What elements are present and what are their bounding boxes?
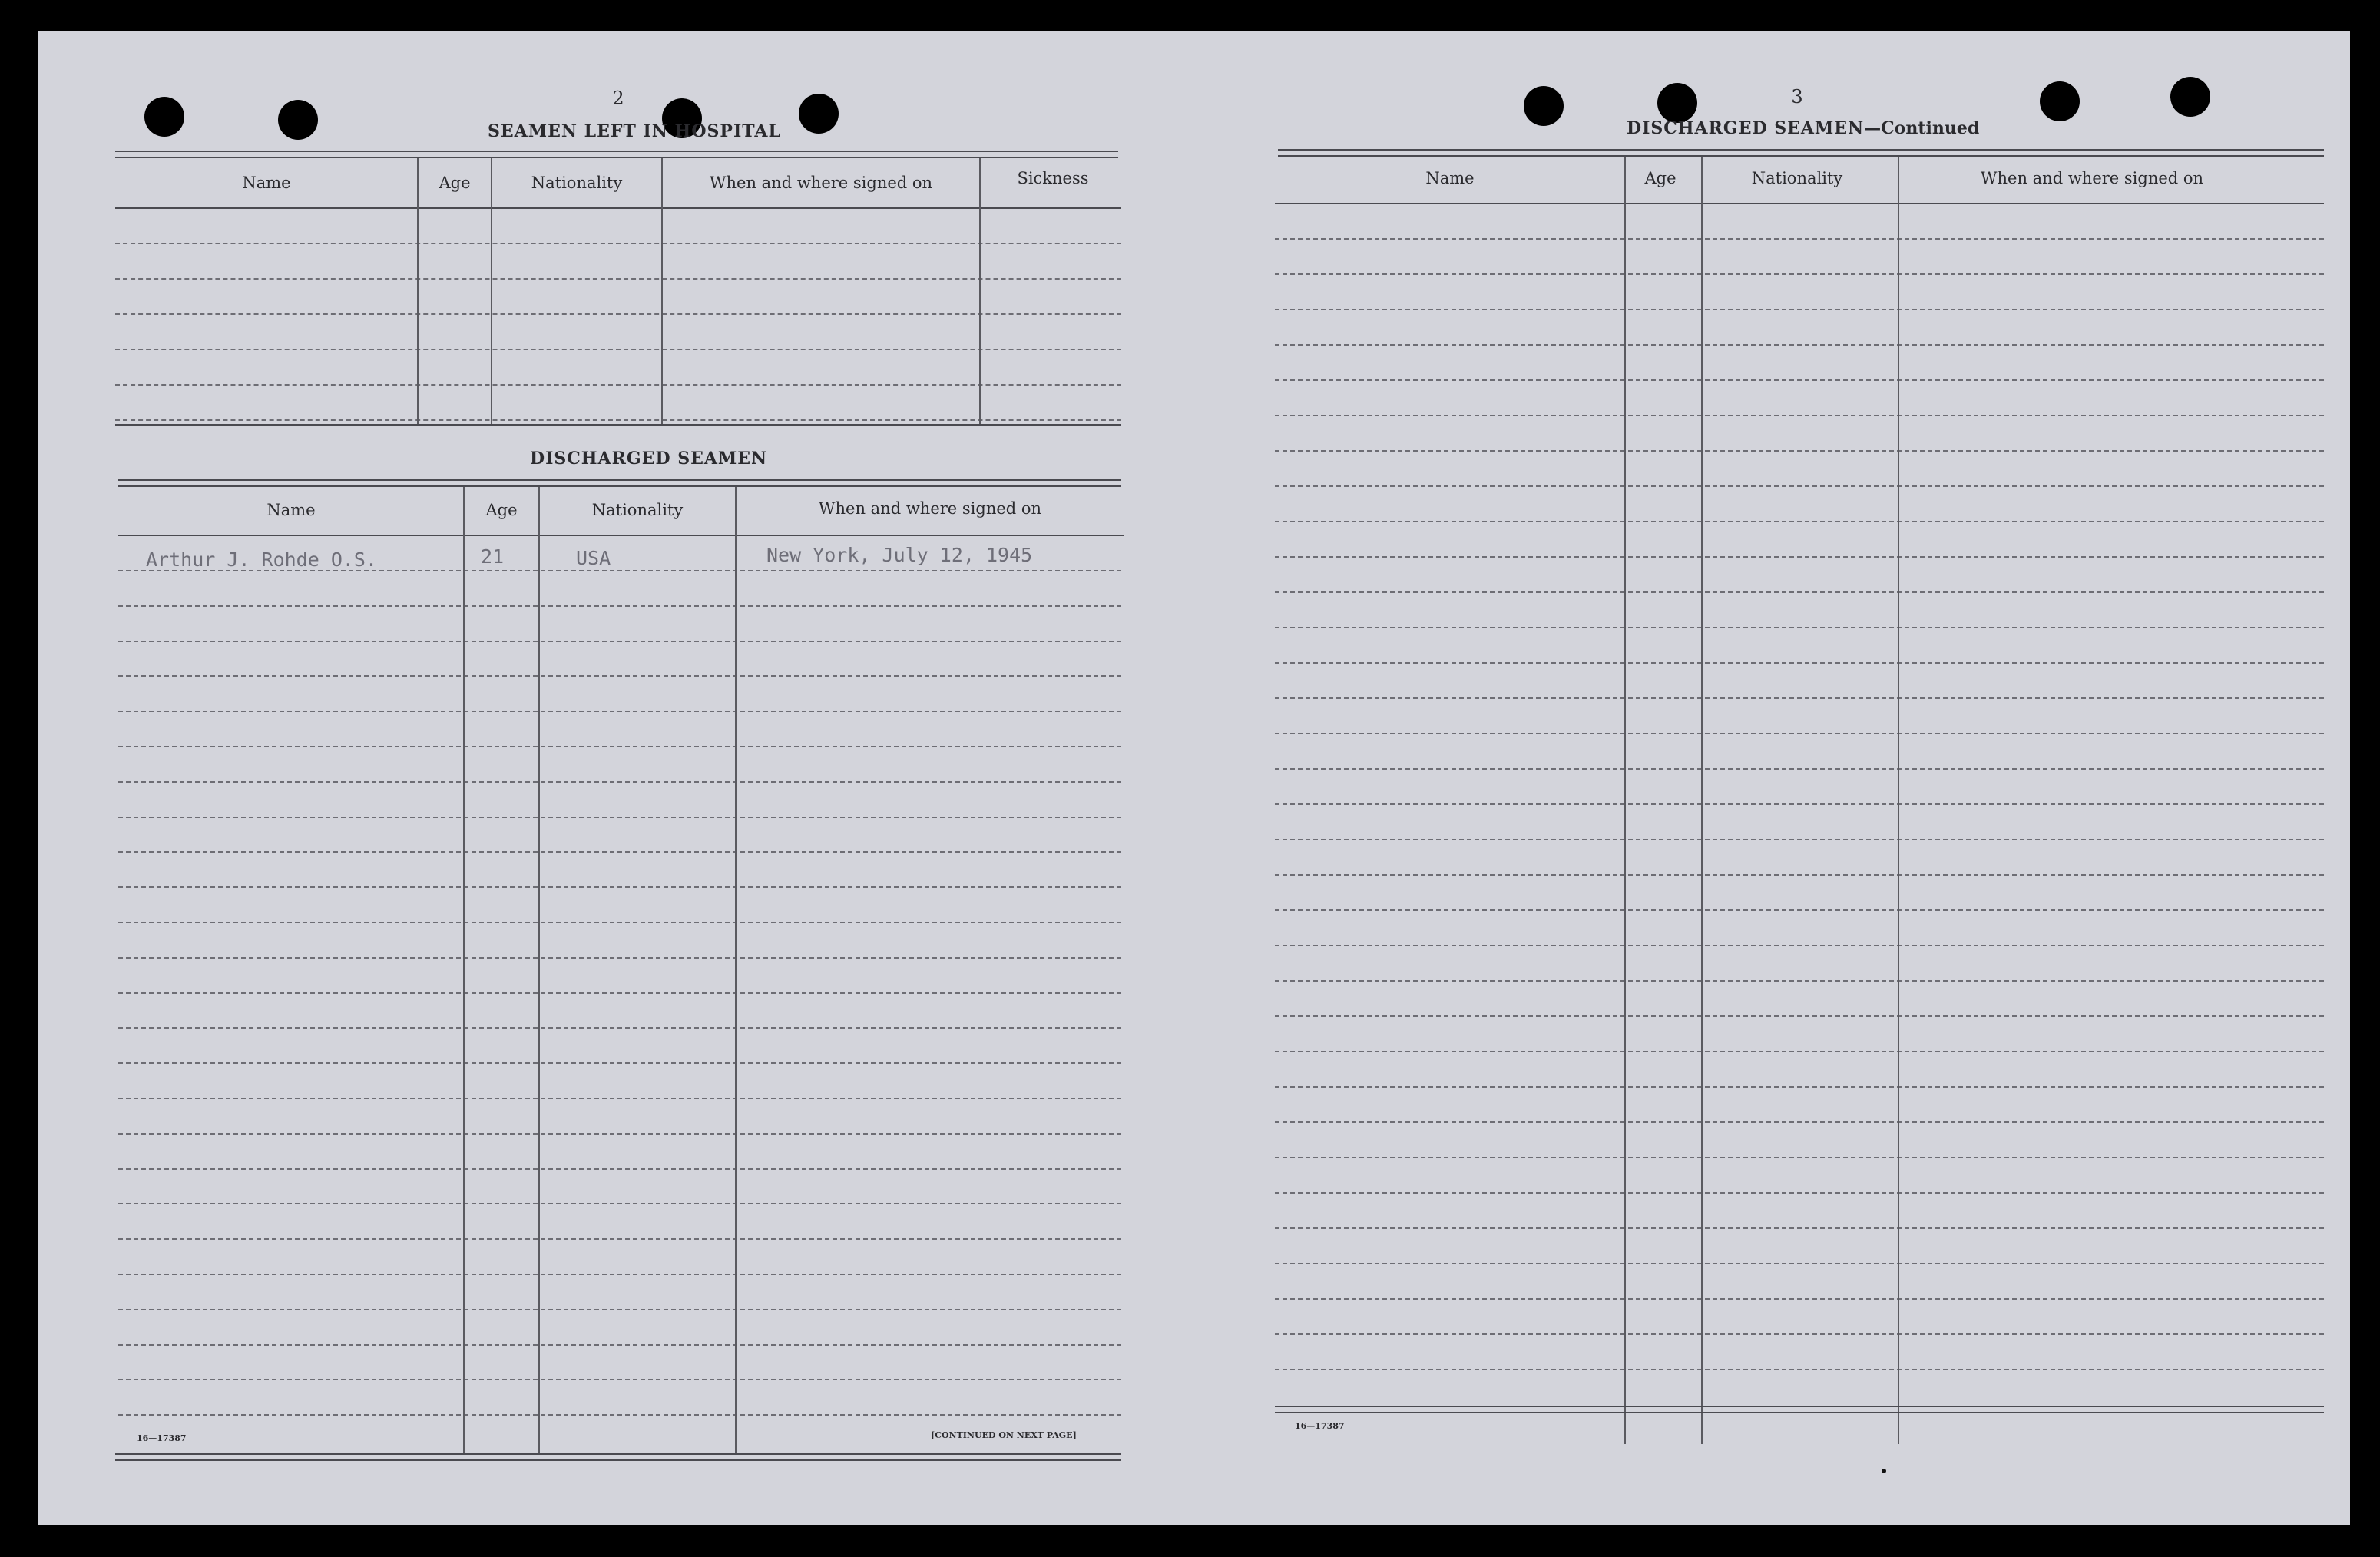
right-col-divider [1624,157,1626,1444]
ruled-line [1275,874,2324,876]
punch-hole [144,97,184,137]
ruled-line [1275,1227,2324,1229]
form-number-right: 16—17387 [1295,1421,1345,1431]
hospital-header-name: Name [242,174,291,192]
ruled-line [1275,344,2324,346]
right-header-nationality: Nationality [1751,169,1843,187]
hospital-col-divider [417,158,419,424]
ruled-line [1275,697,2324,699]
ruled-line [1275,1015,2324,1017]
ruled-line [118,570,1121,571]
right-header-name: Name [1425,169,1475,187]
left-page-bottom-rule [115,1453,1121,1461]
right-header-age: Age [1644,169,1677,187]
discharged-header-age: Age [485,501,518,519]
ruled-line [118,851,1121,853]
right-title-main: DISCHARGED SEAMEN [1627,118,1865,138]
ruled-line [118,1238,1121,1240]
ruled-line [1275,733,2324,734]
ruled-line [1275,521,2324,522]
ruled-line [118,746,1121,747]
hospital-bottom-rule [115,424,1121,426]
right-col-divider [1701,157,1703,1444]
ruled-line [115,349,1121,350]
ruled-line [1275,415,2324,416]
ruled-line [118,1027,1121,1029]
right-col-divider [1898,157,1899,1444]
ruled-line [118,711,1121,712]
ruled-line [1275,1086,2324,1088]
discharged-col-divider [463,487,465,1453]
discharged-section-title: DISCHARGED SEAMEN [530,449,768,469]
ruled-line [1275,238,2324,240]
discharged-top-rule [118,479,1121,487]
ruled-line [118,992,1121,994]
discharged-header-nationality: Nationality [591,501,684,519]
ruled-line [118,1344,1121,1346]
punch-hole [1524,86,1564,126]
discharged-col-divider [538,487,540,1453]
ruled-line [1275,1157,2324,1158]
ruled-line [115,278,1121,280]
ruled-line [118,675,1121,677]
ruled-line [118,922,1121,923]
ruled-line [1275,450,2324,452]
right-section-title [1627,118,1979,138]
ruled-line [1275,1121,2324,1123]
ruled-line [1275,980,2324,982]
ruled-line [118,886,1121,888]
right-title-continued: —Continued [1864,118,1980,138]
ruled-line [1275,1263,2324,1264]
ruled-line [1275,803,2324,805]
ruled-line [115,419,1121,421]
ruled-line [118,641,1121,642]
hospital-header-signed-on: When and where signed on [709,174,933,192]
ruled-line [115,313,1121,315]
seaman-nationality: USA [576,547,611,569]
ruled-line [1275,1369,2324,1370]
seaman-signed-on: New York, July 12, 1945 [766,544,1033,566]
discharged-header-name: Name [266,501,316,519]
hospital-section-title: SEAMEN LEFT IN HOSPITAL [488,121,781,141]
ruled-line [118,957,1121,959]
discharged-col-divider [735,487,737,1453]
ruled-line [118,1274,1121,1275]
ruled-line [118,1062,1121,1064]
seaman-name: Arthur J. Rohde O.S. [146,548,378,571]
ruled-line [1275,1333,2324,1335]
right-header-signed-on: When and where signed on [1980,169,2204,187]
ruled-line [1275,1192,2324,1194]
form-number-left: 16—17387 [137,1433,187,1443]
continued-note: [CONTINUED ON NEXT PAGE] [931,1430,1077,1440]
ruled-line [1275,1298,2324,1300]
discharged-header-rule [118,535,1124,536]
hospital-col-divider [661,158,663,424]
hospital-col-divider [491,158,492,424]
hospital-header-sickness: Sickness [1017,169,1089,187]
ruled-line [1275,839,2324,840]
ruled-line [1275,627,2324,628]
ruled-line [118,1379,1121,1380]
ruled-line [118,1168,1121,1170]
ruled-line [118,1309,1121,1310]
hospital-header-rule [115,207,1121,209]
punch-hole [2040,81,2080,121]
punch-hole [799,94,839,134]
page-number-left: 2 [612,88,624,109]
ruled-line [1275,945,2324,946]
hospital-col-divider [979,158,981,424]
ruled-line [118,1133,1121,1135]
page-number-right: 3 [1791,86,1803,108]
right-header-rule [1275,203,2324,204]
seaman-age: 21 [481,545,505,568]
ruled-line [118,1414,1121,1416]
ruled-line [118,1098,1121,1099]
ruled-line [118,1203,1121,1204]
form-sheet [38,31,2350,1525]
punch-hole [278,100,318,140]
ruled-line [1275,768,2324,770]
ruled-line [1275,1051,2324,1052]
ruled-line [1275,485,2324,487]
ruled-line [118,781,1121,783]
punch-hole [1657,83,1697,123]
ruled-line [1275,273,2324,275]
ruled-line [115,384,1121,386]
discharged-header-signed-on: When and where signed on [818,499,1042,518]
ruled-line [1275,309,2324,310]
ruled-line [118,605,1121,607]
punch-hole [2170,77,2210,117]
ruled-line [115,243,1121,244]
ruled-line [1275,379,2324,381]
ruled-line [1275,909,2324,911]
ruled-line [1275,591,2324,593]
right-page-bottom-rule [1275,1406,2324,1413]
ruled-line [1275,556,2324,558]
right-top-rule [1278,149,2324,157]
ruled-line [118,817,1121,818]
hospital-header-nationality: Nationality [531,174,623,192]
hospital-top-rule [115,151,1118,158]
hospital-header-age: Age [439,174,471,192]
ink-speck [1882,1469,1886,1473]
ruled-line [1275,662,2324,664]
